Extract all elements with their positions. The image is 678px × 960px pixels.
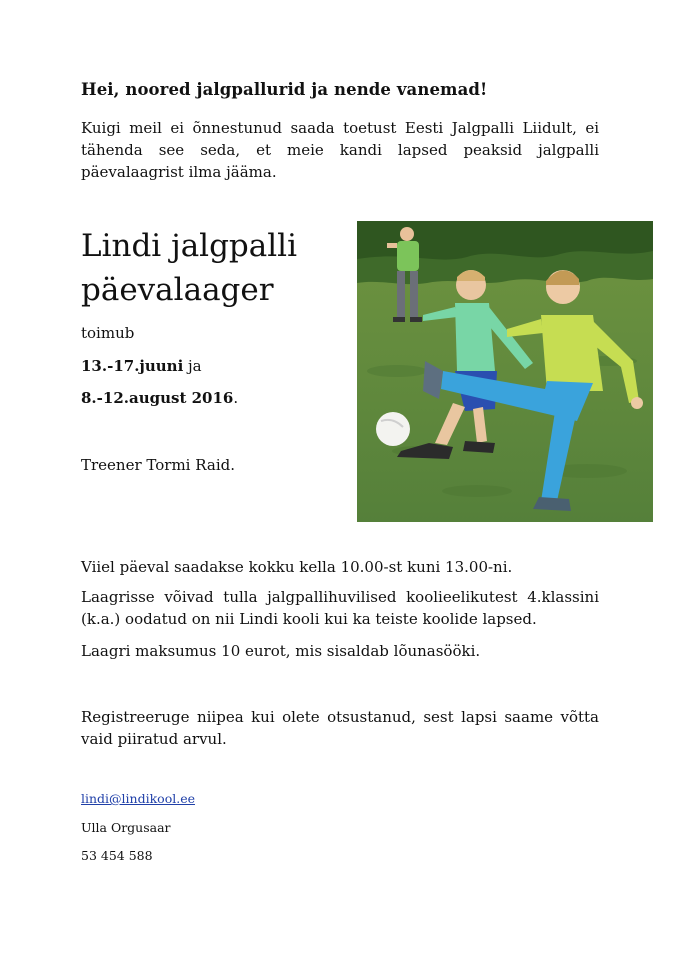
- register-line: Registreeruge niipea kui olete otsustanud, sest lapsi saame võtta: [81, 708, 599, 726]
- toimub-label: toimub: [81, 324, 135, 342]
- coach-text: Treener Tormi Raid.: [81, 456, 235, 474]
- contact-name: Ulla Orgusaar: [81, 820, 171, 835]
- date-2-suffix: .: [233, 389, 239, 407]
- date-line-1: [81, 357, 202, 375]
- register-line: vaid piiratud arvul.: [81, 730, 227, 748]
- register-paragraph: [81, 706, 599, 750]
- camp-title-line: Lindi jalgpalli: [81, 228, 298, 264]
- email-link[interactable]: lindi@lindikool.ee: [81, 791, 195, 806]
- flyer-heading: Hei, noored jalgpallurid ja nende vanemad!: [81, 80, 488, 99]
- date-1: 13.-17.juuni: [81, 357, 184, 375]
- intro-line: tähenda see seda, et meie kandi lapsed peaksid jalgpalli: [81, 141, 599, 159]
- eligibility-line: (k.a.) oodatud on nii Lindi kooli kui ka teiste koolide lapsed.: [81, 610, 537, 628]
- date-2: 8.-12.august 2016: [81, 389, 234, 407]
- camp-title: [81, 224, 297, 312]
- schedule-text: Viiel päeval saadakse kokku kella 10.00-st kuni 13.00-ni.: [81, 558, 513, 576]
- eligibility-paragraph: [81, 586, 599, 630]
- camp-title-line: päevalaager: [81, 272, 274, 308]
- date-line-2: [81, 389, 238, 407]
- intro-line: päevalaagrist ilma jääma.: [81, 163, 277, 181]
- date-1-suffix: ja: [183, 357, 202, 375]
- eligibility-line: Laagrisse võivad tulla jalgpallihuvilised koolieelikutest 4.klassini: [81, 588, 599, 606]
- intro-line: Kuigi meil ei õnnestunud saada toetust Eesti Jalgpalli Liidult, ei: [81, 119, 599, 137]
- intro-paragraph: [81, 117, 599, 183]
- contact-phone: 53 454 588: [81, 848, 153, 863]
- price-text: Laagri maksumus 10 eurot, mis sisaldab lõunasööki.: [81, 642, 481, 660]
- football-photo: [357, 221, 653, 522]
